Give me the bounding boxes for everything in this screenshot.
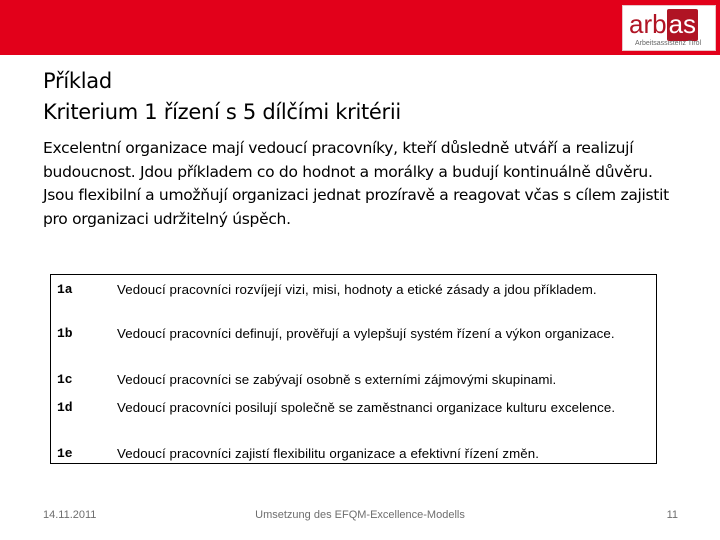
criteria-code: 1d [57, 400, 73, 415]
logo-text-a: arb [629, 9, 667, 39]
intro-paragraph: Excelentní organizace mají vedoucí pracovníky, kteří důsledně utváří a realizují budoucnost. Jdou příkladem co do hodnot a morálky a budují kontinuálně důvěru. Jsou flexibilní a umožňují organizaci jednat prozíravě a reagovat včas s cílem zajistit pro organizaci udržitelný úspěch. [43, 139, 669, 228]
logo-text-b: as [668, 9, 697, 39]
logo-wordmark [629, 11, 698, 37]
title-line-2: Kriterium 1 řízení s 5 dílčími kritérii [43, 100, 401, 124]
page-number: 11 [666, 509, 678, 521]
criteria-code: 1a [57, 282, 73, 297]
logo-tagline: Arbeitsassistenz Tirol [635, 40, 702, 47]
arbas-logo [622, 5, 716, 51]
header-bar [0, 0, 720, 55]
criteria-text: Vedoucí pracovníci se zabývají osobně s externími zájmovými skupinami. [117, 372, 557, 387]
criteria-code: 1c [57, 372, 73, 387]
footer-title: Umsetzung des EFQM-Excellence-Modells [255, 509, 465, 521]
criteria-text: Vedoucí pracovníci definují, prověřují a vylepšují systém řízení a výkon organizace. [117, 326, 615, 341]
criteria-text: Vedoucí pracovníci posilují společně se zaměstnanci organizace kulturu excelence. [117, 400, 616, 415]
title-line-1: Příklad [43, 69, 112, 93]
criteria-text: Vedoucí pracovníci rozvíjejí vizi, misi, hodnoty a etické zásady a jdou příkladem. [117, 282, 597, 297]
criteria-code: 1b [57, 326, 73, 341]
footer-date: 14.11.2011 [43, 509, 97, 521]
criteria-text: Vedoucí pracovníci zajistí flexibilitu organizace a efektivní řízení změn. [117, 446, 540, 461]
criteria-code: 1e [57, 446, 73, 461]
slide-title [43, 66, 401, 128]
criteria-table [50, 274, 657, 464]
